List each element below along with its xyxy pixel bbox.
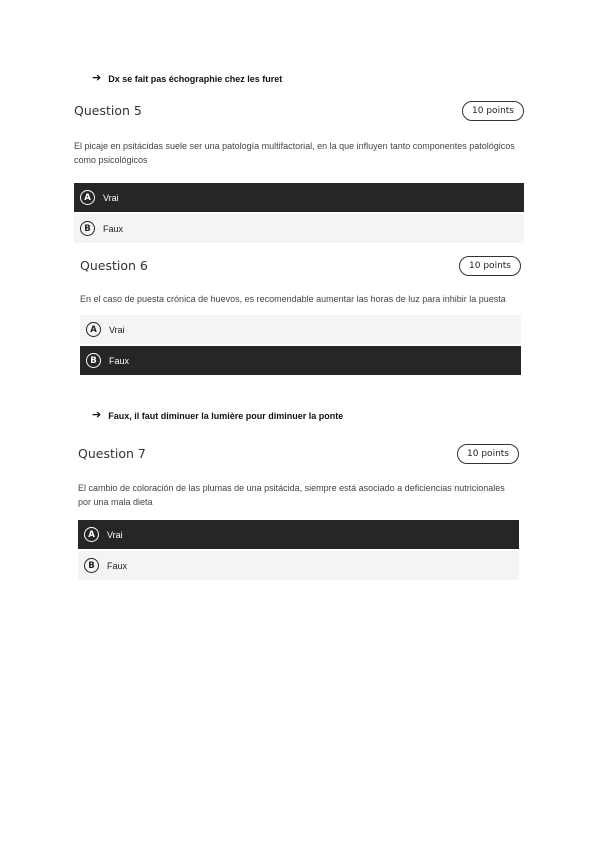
option-letter-badge: A — [86, 322, 101, 337]
option-a[interactable] — [80, 315, 521, 344]
option-label: Vrai — [107, 529, 123, 540]
option-label: Faux — [103, 223, 124, 234]
right-arrow-icon: ➔ — [92, 72, 102, 84]
option-letter-badge: A — [84, 527, 99, 542]
question-title: Question 6 — [80, 258, 148, 273]
option-label: Faux — [107, 560, 128, 571]
points-badge: 10 points — [459, 256, 521, 276]
answer-options — [74, 183, 524, 243]
answer-options — [78, 520, 519, 580]
option-a[interactable] — [78, 520, 519, 549]
question-7 — [78, 444, 519, 582]
answer-note — [92, 73, 282, 84]
option-label: Vrai — [109, 324, 125, 335]
option-letter-badge: B — [84, 558, 99, 573]
option-b[interactable] — [78, 551, 519, 580]
answer-note-text: Dx se fait pas échographie chez les furet — [108, 73, 283, 84]
right-arrow-icon: ➔ — [92, 409, 102, 421]
option-label: Faux — [109, 355, 130, 366]
question-text: El cambio de coloración de las plumas de una psitácida, siempre está asociado a deficiencias nutricionales por una mala dieta — [78, 483, 505, 507]
question-title: Question 5 — [74, 103, 142, 118]
question-text: En el caso de puesta crónica de huevos, es recomendable aumentar las horas de luz para inhibir la puesta — [80, 294, 506, 304]
answer-note — [92, 410, 343, 421]
points-badge: 10 points — [462, 101, 524, 121]
question-header — [78, 444, 519, 466]
question-5 — [74, 101, 524, 245]
answer-options — [80, 315, 521, 375]
option-b[interactable] — [74, 214, 524, 243]
option-letter-badge: A — [80, 190, 95, 205]
question-header — [80, 256, 521, 278]
question-title: Question 7 — [78, 446, 146, 461]
question-6 — [80, 256, 521, 377]
answer-note-text: Faux, il faut diminuer la lumière pour diminuer la ponte — [108, 410, 344, 421]
option-b[interactable] — [80, 346, 521, 375]
option-a[interactable] — [74, 183, 524, 212]
question-text: El picaje en psitácidas suele ser una patología multifactorial, en la que influyen tanto componentes patológicos como psicológicos — [74, 141, 515, 165]
points-badge: 10 points — [457, 444, 519, 464]
option-letter-badge: B — [86, 353, 101, 368]
option-label: Vrai — [103, 192, 119, 203]
option-letter-badge: B — [80, 221, 95, 236]
question-header — [74, 101, 524, 123]
